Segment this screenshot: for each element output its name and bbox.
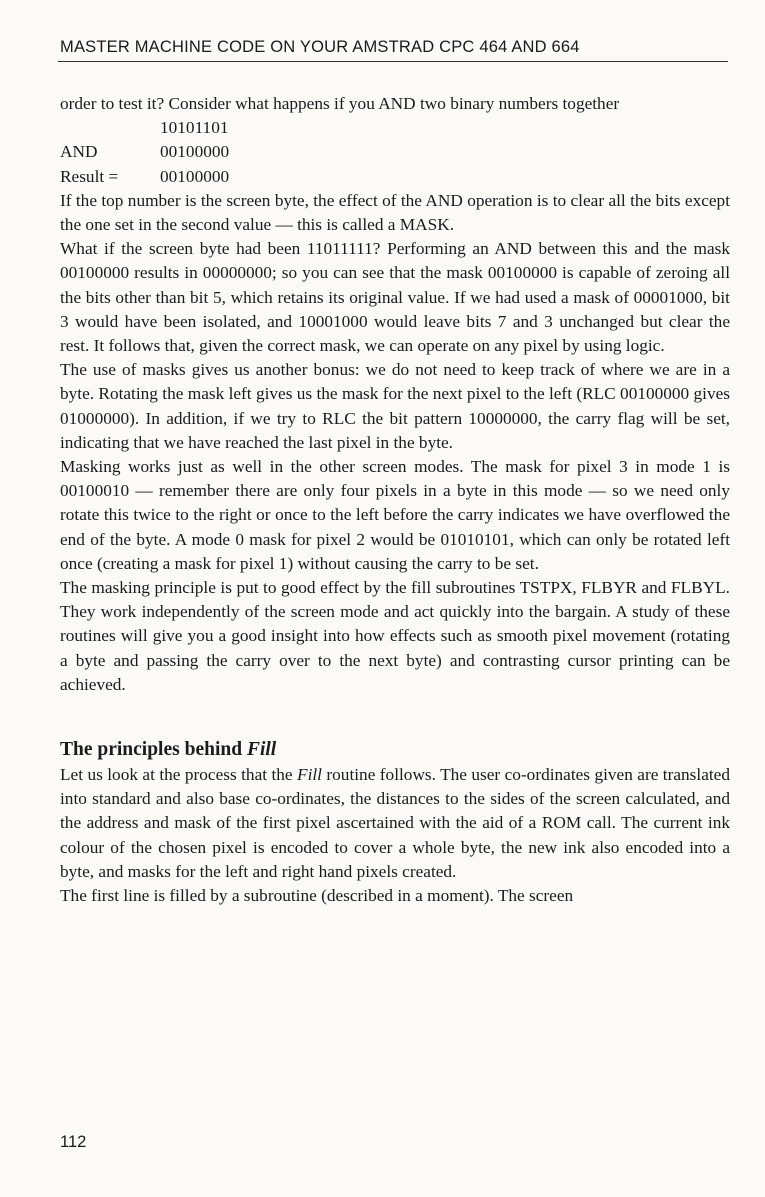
paragraph: What if the screen byte had been 11011111? Performing an AND between this and the mask 00100000 results in 00000000; so you can see that the mask 00100000 is capable of zeroing all the bits other than bit 5, which retains its original value. If we had used a mask of 00001000, bit 3 would have been isolated, and 10001000 would leave bits 7 and 3 unchanged but clear the rest. It follows that, given the correct mask, we can operate on any pixel by using logic.	[60, 239, 730, 356]
calc-row-and	[60, 140, 730, 164]
page-number: 112	[60, 1133, 87, 1151]
paragraph: The masking principle is put to good effect by the fill subroutines TSTPX, FLBYR and FLBYL. They work independently of the screen mode and act quickly into the bargain. A study of these routines will give you a good insight into how effects such as smooth pixel movement (rotating a byte and passing the carry over to the next byte) and contrasting cursor printing can be achieved.	[60, 578, 730, 694]
calc-row-result	[60, 165, 730, 189]
paragraph: If the top number is the screen byte, the effect of the AND operation is to clear all the bits except the one set in the second value — this is called a MASK.	[60, 190, 730, 234]
calc-label: Result =	[60, 166, 119, 186]
calc-row-operand	[60, 116, 730, 140]
section-heading: The principles behind Fill	[60, 739, 277, 761]
calc-label: AND	[60, 142, 98, 162]
binary-and-example	[60, 116, 730, 189]
page-body	[60, 92, 730, 908]
calc-value: 10101101	[160, 118, 229, 138]
calc-value: 00100000	[160, 142, 230, 162]
paragraph: Masking works just as well in the other screen modes. The mask for pixel 3 in mode 1 is 00100010 — remember there are only four pixels in a byte in this mode — so we need only rotate this twice to the right or once to the left before the carry indicates we have overflowed the end of the byte. A mode 0 mask for pixel 2 would be 01010101, which can only be rotated left once (creating a mask for pixel 1) without causing the carry to be set.	[60, 457, 730, 573]
paragraph: The first line is filled by a subroutine (described in a moment). The screen	[60, 886, 574, 906]
running-head: MASTER MACHINE CODE ON YOUR AMSTRAD CPC 464 AND 664	[60, 38, 580, 56]
paragraph: order to test it? Consider what happens if you AND two binary numbers together	[60, 94, 620, 113]
paragraph: The use of masks gives us another bonus: we do not need to keep track of where we are in a byte. Rotating the mask left gives us the mask for the next pixel to the left (RLC 00100000 gives 01000000). In addition, if we try to RLC the bit pattern 10000000, the carry flag will be set, indicating that we have reached the last pixel in the byte.	[60, 360, 730, 452]
paragraph: Let us look at the process that the Fill routine follows. The user co-ordinates given are translated into standard and also base co-ordinates, the distances to the sides of the screen calculated, and the address and mask of the first pixel ascertained with the aid of a ROM call. The current ink colour of the chosen pixel is encoded to cover a whole byte, the new ink also encoded into a byte, and masks for the left and right hand pixels created.	[60, 765, 730, 881]
calc-value: 00100000	[160, 166, 230, 186]
header-rule	[58, 61, 728, 62]
